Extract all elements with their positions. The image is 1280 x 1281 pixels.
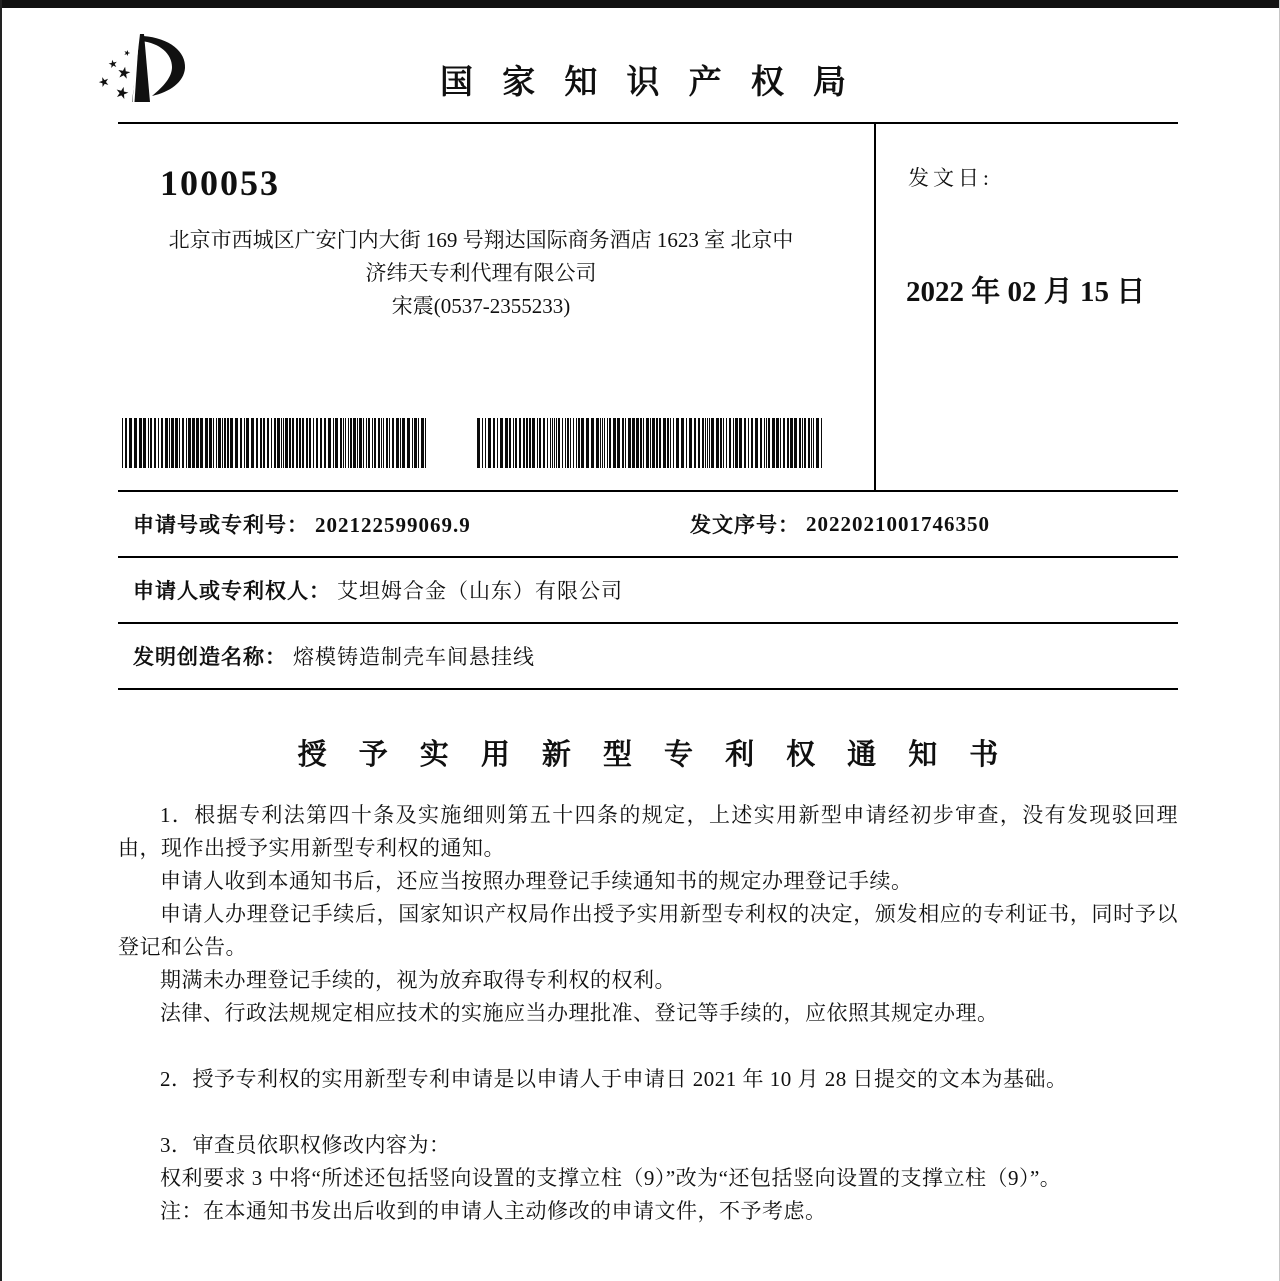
paragraph-5: 法律、行政法规规定相应技术的实施应当办理批准、登记等手续的，应依照其规定办理。	[160, 1001, 999, 1025]
row-invention-title	[118, 622, 1178, 690]
address-contact: 宋震(0537-2355233)	[391, 294, 571, 318]
invention-title-label: 发明创造名称：	[133, 646, 287, 669]
address-line-2: 济纬天专利代理有限公司	[365, 261, 597, 285]
issue-date-panel	[874, 124, 1178, 490]
agency-title: 国 家 知 识 产 权 局	[439, 63, 856, 100]
application-number-value: 202122599069.9	[315, 513, 471, 537]
invention-title-cell	[118, 641, 535, 671]
application-number-label: 申请号或专利号：	[133, 514, 309, 537]
barcode-left	[122, 418, 428, 468]
paragraph-4: 期满未办理登记手续的，视为放弃取得专利权的权利。	[160, 968, 676, 992]
notice-body	[118, 799, 1178, 1228]
paragraph-3: 申请人办理登记手续后，国家知识产权局作出授予实用新型专利权的决定，颁发相应的专利证书，同时予以登记和公告。	[118, 902, 1178, 959]
paragraph-2: 申请人收到本通知书后，还应当按照办理登记手续通知书的规定办理登记手续。	[160, 869, 913, 893]
row-application-number	[118, 490, 1178, 556]
applicant-cell	[118, 575, 623, 605]
issue-date-value: 2022 年 02 月 15 日	[906, 276, 1146, 308]
barcode-right	[477, 418, 822, 468]
invention-title-value: 熔模铸造制壳车间悬挂线	[293, 645, 535, 669]
scan-edge-top	[0, 0, 1280, 8]
issue-date-label: 发文日:	[908, 166, 993, 190]
paragraph-8: 权利要求 3 中将“所述还包括竖向设置的支撑立柱（9）”改为“还包括竖向设置的支撑立柱（9）”。	[160, 1166, 1062, 1190]
notice-title: 授 予 实 用 新 型 专 利 权 通 知 书	[297, 739, 1011, 771]
application-number-cell	[118, 509, 471, 539]
paragraph-9: 注：在本通知书发出后收到的申请人主动修改的申请文件，不予考虑。	[160, 1199, 827, 1223]
mailing-address	[128, 224, 834, 323]
postal-code: 100053	[160, 163, 280, 203]
paragraph-7: 3．审查员依职权修改内容为：	[160, 1133, 451, 1157]
notice-head-section	[118, 122, 1178, 490]
applicant-value: 艾坦姆合金（山东）有限公司	[337, 579, 623, 603]
applicant-label: 申请人或专利权人：	[133, 580, 331, 603]
serial-number-value: 2022021001746350	[806, 511, 990, 536]
row-applicant	[118, 556, 1178, 622]
scan-edge-left	[0, 0, 2, 1281]
paragraph-1: 1．根据专利法第四十条及实施细则第五十四条的规定，上述实用新型申请经初步审查，没有发现驳回理由，现作出授予实用新型专利权的通知。	[118, 803, 1178, 860]
paragraph-6: 2．授予专利权的实用新型专利申请是以申请人于申请日 2021 年 10 月 28 日提交的文本为基础。	[160, 1067, 1068, 1091]
serial-number-cell	[690, 492, 990, 556]
serial-number-label: 发文序号：	[690, 514, 800, 537]
document-header	[118, 8, 1178, 122]
address-line-1: 北京市西城区广安门内大街 169 号翔达国际商务酒店 1623 室 北京中	[168, 228, 794, 252]
mailing-panel	[118, 124, 874, 490]
document-body-column	[118, 122, 1178, 1228]
